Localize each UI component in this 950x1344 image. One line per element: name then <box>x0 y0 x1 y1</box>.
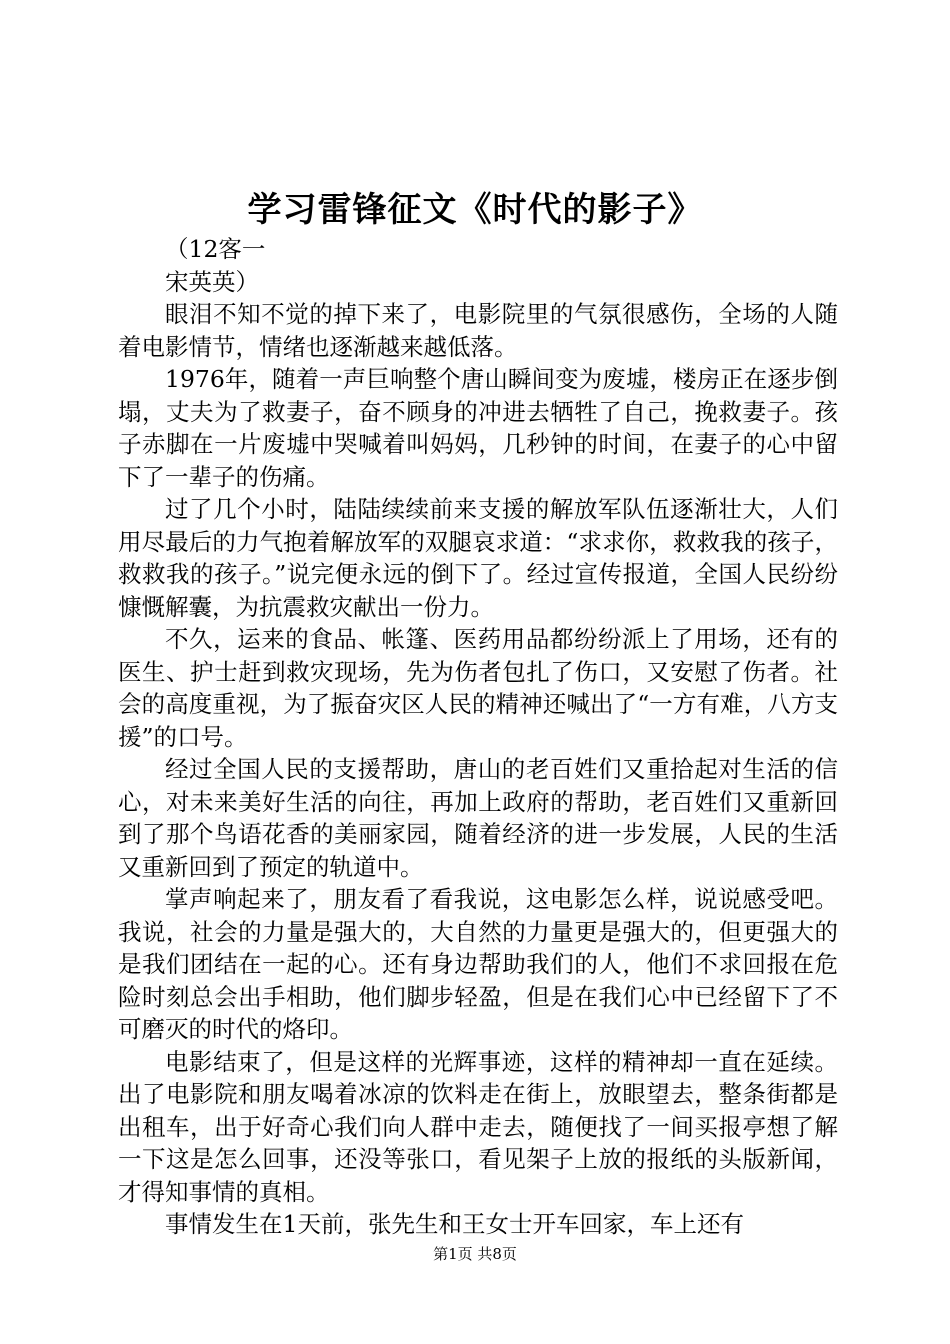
paragraph: 电影结束了，但是这样的光辉事迹，这样的精神却一直在延续。出了电影院和朋友喝着冰凉的饮料走在街上，放眼望去，整条街都是出租车，出于好奇心我们向人群中走去，随便找了一间买报亭想了解一下这是怎么回事，还没等张口，看见架子上放的报纸的头版新闻，才得知事情的真相。 <box>118 1047 838 1206</box>
paragraph: 过了几个小时，陆陆续续前来支援的解放军队伍逐渐壮大，人们用尽最后的力气抱着解放军的双腿哀求道：“求求你，救救我的孩子，救救我的孩子。”说完便永远的倒下了。经过宣传报道，全国人民纷纷慷慨解囊，为抗震救灾献出一份力。 <box>118 495 838 621</box>
paragraph: 经过全国人民的支援帮助，唐山的老百姓们又重拾起对生活的信心，对未来美好生活的向往，再加上政府的帮助，老百姓们又重新回到了那个鸟语花香的美丽家园，随着经济的进一步发展，人民的生活又重新回到了预定的轨道中。 <box>118 755 838 881</box>
paragraph: 1976年，随着一声巨响整个唐山瞬间变为废墟，楼房正在逐步倒塌，丈夫为了救妻子，奋不顾身的冲进去牺牲了自己，挽救妻子。孩子赤脚在一片废墟中哭喊着叫妈妈，几秒钟的时间，在妻子的心中留下了一辈子的伤痛。 <box>118 365 838 491</box>
paragraph: 眼泪不知不觉的掉下来了，电影院里的气氛很感伤，全场的人随着电影情节，情绪也逐渐越来越低落。 <box>118 300 838 361</box>
paragraph: 掌声响起来了，朋友看了看我说，这电影怎么样，说说感受吧。我说，社会的力量是强大的，大自然的力量更是强大的，但更强大的是我们团结在一起的心。还有身边帮助我们的人，他们不求回报在危险时刻总会出手相助，他们脚步轻盈，但是在我们心中已经留下了不可磨灭的时代的烙印。 <box>118 885 838 1043</box>
author-class-line: （12客一 <box>165 235 266 263</box>
paragraph: 不久，运来的食品、帐篷、医药用品都纷纷派上了用场，还有的医生、护士赶到救灾现场，先为伤者包扎了伤口，又安慰了伤者。社会的高度重视，为了振奋灾区人民的精神还喊出了“一方有难，八方支援”的口号。 <box>118 625 838 751</box>
document-title: 学习雷锋征文《时代的影子》 <box>247 190 703 230</box>
author-name-line: 宋英英） <box>165 267 259 296</box>
document-body <box>118 233 838 1241</box>
paragraph: 事情发生在1天前，张先生和王女士开车回家，车上还有 <box>165 1210 744 1238</box>
page-number-footer: 第1页 共8页 <box>433 1245 517 1263</box>
